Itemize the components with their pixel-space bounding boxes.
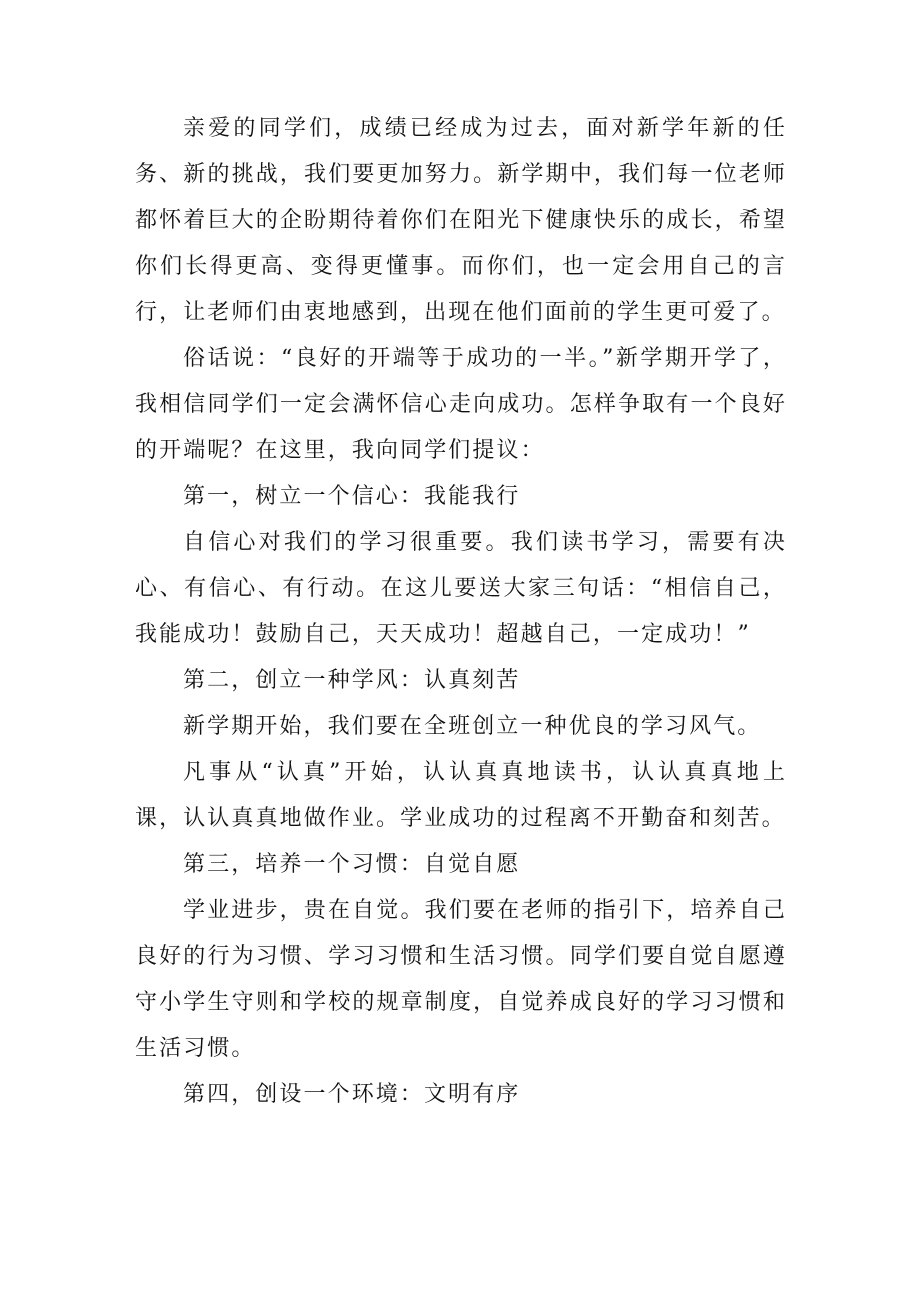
heading-second: 第二，创立一种学风：认真刻苦 bbox=[183, 668, 521, 693]
paragraph-habits: 学业进步，贵在自觉。我们要在老师的指引下，培养自己良好的行为习惯、学习习惯和生活习惯。同学们要自觉自愿遵守小学生守则和学校的规章制度，自觉养成良好的学习习惯和生活习惯。 bbox=[135, 898, 787, 1061]
paragraph-study-style: 新学期开始，我们要在全班创立一种优良的学习风气。 bbox=[183, 714, 762, 739]
heading-fourth: 第四，创设一个环境：文明有序 bbox=[183, 1082, 521, 1107]
paragraph-intro: 亲爱的同学们，成绩已经成为过去，面对新学年新的任务、新的挑战，我们要更加努力。新学期中，我们每一位老师都怀着巨大的企盼期待着你们在阳光下健康快乐的成长，希望你们长得更高、变得更懂事。而你们，也一定会用自己的言行，让老师们由衷地感到，出现在他们面前的学生更可爱了。 bbox=[135, 116, 787, 325]
document-body bbox=[135, 106, 787, 1118]
paragraph-diligence: 凡事从“认真”开始，认认真真地读书，认认真真地上课，认认真真地做作业。学业成功的过程离不开勤奋和刻苦。 bbox=[135, 760, 787, 831]
paragraph-proverb: 俗话说：“良好的开端等于成功的一半。”新学期开学了，我相信同学们一定会满怀信心走向成功。怎样争取有一个良好的开端呢？在这里，我向同学们提议： bbox=[135, 346, 787, 463]
paragraph-confidence: 自信心对我们的学习很重要。我们读书学习，需要有决心、有信心、有行动。在这儿要送大家三句话：“相信自己，我能成功！鼓励自己，天天成功！超越自己，一定成功！” bbox=[135, 530, 787, 647]
heading-third: 第三，培养一个习惯：自觉自愿 bbox=[183, 852, 521, 877]
heading-first: 第一，树立一个信心：我能我行 bbox=[183, 484, 521, 509]
